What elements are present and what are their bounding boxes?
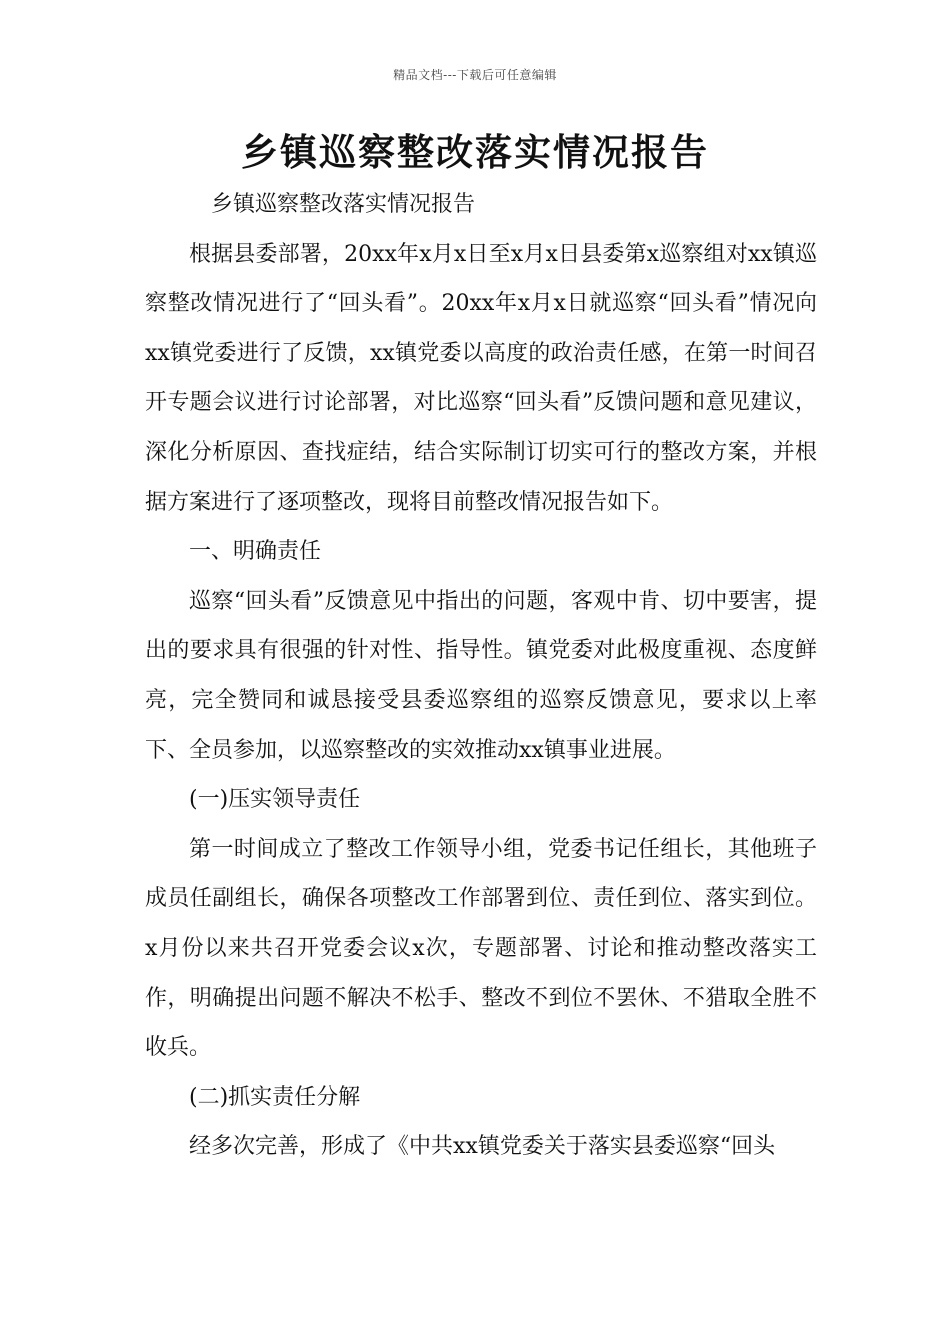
paragraph-section-1: 巡察“回头看”反馈意见中指出的问题，客观中肯、切中要害，提出的要求具有很强的针对性、指导性。镇党委对此极度重视、态度鲜亮，完全赞同和诚恳接受县委巡察组的巡察反馈意见，要求以上率下、全员参加，以巡察整改的实效推动xx镇事业进展。 <box>145 588 817 763</box>
paragraph-subsection-2: 经多次完善，形成了《中共xx镇党委关于落实县委巡察“回头 <box>189 1134 776 1160</box>
paragraph-subsection-1: 第一时间成立了整改工作领导小组，党委书记任组长，其他班子成员任副组长，确保各项整改工作部署到位、责任到位、落实到位。x月份以来共召开党委会议x次，专题部署、讨论和推动整改落实工作，明确提出问题不解决不松手、整改不到位不罢休、不猎取全胜不收兵。 <box>145 836 817 1061</box>
section-heading-1: 一、明确责任 <box>189 539 322 565</box>
subsection-heading-2: (二)抓实责任分解 <box>189 1084 361 1110</box>
subsection-heading-1: (一)压实领导责任 <box>189 787 361 813</box>
header-note: 精品文档---下载后可任意编辑 <box>393 68 557 82</box>
document-subtitle: 乡镇巡察整改落实情况报告 <box>211 192 476 217</box>
paragraph-intro: 根据县委部署，20xx年x月x日至x月x日县委第x巡察组对xx镇巡察整改情况进行了“回头看”。20xx年x月x日就巡察“回头看”情况向xx镇党委进行了反馈，xx镇党委以高度的政治责任感，在第一时间召开专题会议进行讨论部署，对比巡察“回头看”反馈问题和意见建议，深化分析原因、查找症结，结合实际制订切实可行的整改方案，并根据方案进行了逐项整改，现将目前整改情况报告如下。 <box>145 241 817 515</box>
document-body <box>145 180 817 1172</box>
document-title: 乡镇巡察整改落实情况报告 <box>241 130 709 174</box>
